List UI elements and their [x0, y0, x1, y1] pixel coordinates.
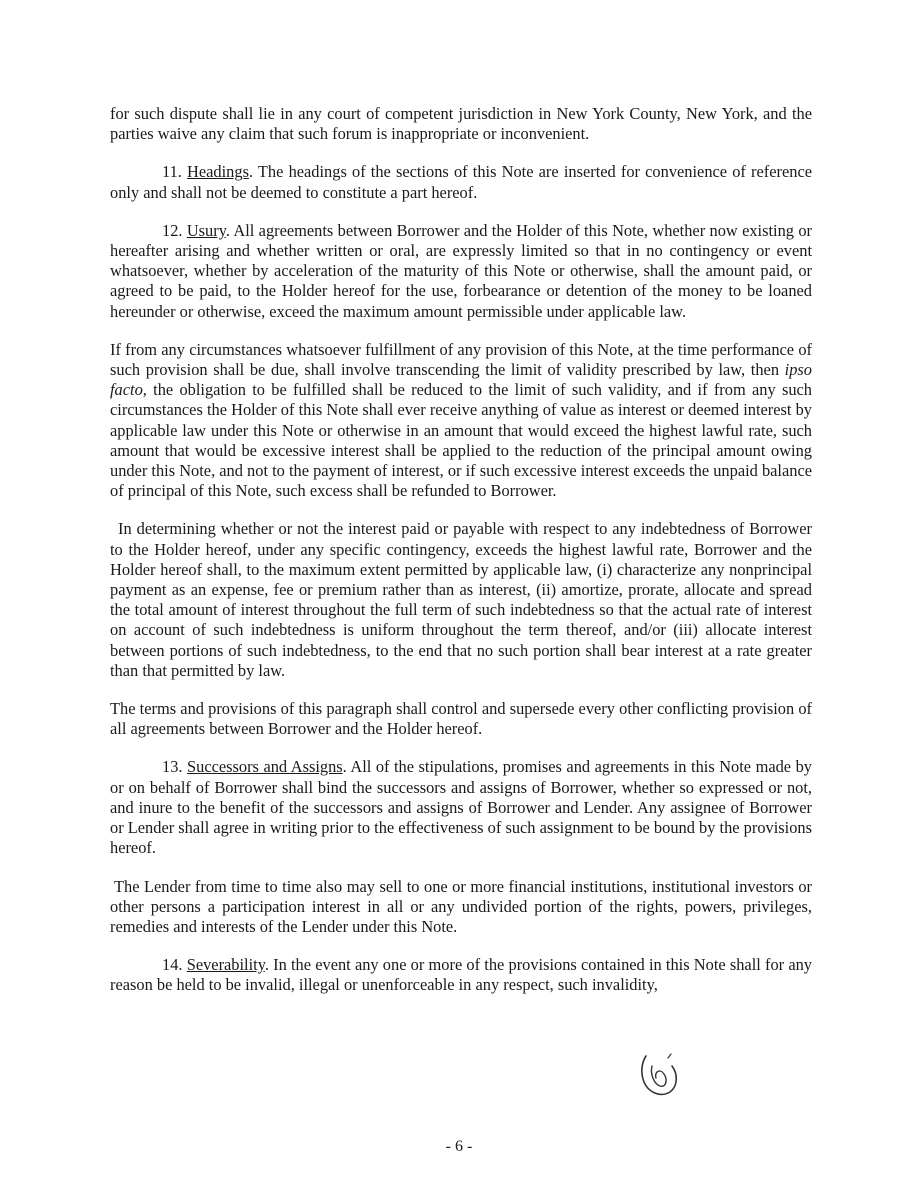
section-heading: Successors and Assigns: [187, 757, 343, 777]
paragraph-terms: The terms and provisions of this paragraph shall control and supersede every other conflicting provision of all agreements between Borrower and the Holder hereof.: [110, 699, 812, 739]
handwritten-initials: [638, 1052, 682, 1102]
paragraph-intro: for such dispute shall lie in any court of competent jurisdiction in New York County, New York, and the parties waive any claim that such forum is inappropriate or inconvenient.: [110, 104, 812, 144]
section-text: . All of the stipulations, promises and agreements in this Note made by or on behalf of Borrower shall bind the successors and assigns of Borrower, whether so expressed or not, and inure to the benefit of the successors and assigns of Borrower and Lender. Any assignee of Borrower or Lender shall agree in writing prior to the effectiveness of such assignment to be bound by the provisions hereof.: [110, 757, 812, 858]
section-12-usury: [110, 221, 812, 322]
section-number: 14.: [162, 955, 187, 975]
document-body: [110, 104, 812, 1014]
section-text: . In the event any one or more of the provisions contained in this Note shall for any reason be held to be invalid, illegal or unenforceable in any respect, such invalidity,: [110, 955, 812, 995]
italic-term: ipso facto,: [110, 360, 812, 400]
paragraph-text-part1: If from any circumstances whatsoever fulfillment of any provision of this Note, at the time performance of such provision shall be due, shall involve transcending the limit of validity prescribed by law, then: [110, 339, 812, 380]
section-number: 12.: [162, 220, 187, 240]
section-heading: Headings: [187, 162, 249, 182]
section-heading: Severability: [186, 955, 265, 975]
section-text: . The headings of the sections of this Note are inserted for convenience of reference only and shall not be deemed to constitute a part hereof.: [110, 162, 812, 202]
section-13-successors: [110, 757, 812, 858]
section-number: 11.: [162, 162, 188, 182]
section-number: 13.: [162, 757, 188, 777]
section-text: . All agreements between Borrower and the Holder of this Note, whether now existing or hereafter arising and whether written or oral, are expressly limited so that in no contingency or event whatsoever, whether by acceleration of the maturity of this Note or otherwise, shall the amount paid, or agreed to be paid, to the Holder hereof for the use, forbearance or detention of the money to be loaned hereunder or otherwise, exceed the maximum amount permissible under applicable law.: [110, 220, 812, 321]
page-number: - 6 -: [445, 1138, 473, 1155]
paragraph-circumstances: [110, 340, 812, 502]
section-14-severability: [110, 955, 812, 995]
paragraph-lender: The Lender from time to time also may sell to one or more financial institutions, institutional investors or other persons a participation interest in all or any undivided portion of the rights, powers, privileges, remedies and interests of the Lender under this Note.: [110, 876, 812, 936]
section-11-headings: [110, 162, 812, 202]
paragraph-determining: In determining whether or not the interest paid or payable with respect to any indebtedness of Borrower to the Holder hereof, under any specific contingency, exceeds the highest lawful rate, Borrower and the Holder hereof shall, to the maximum extent permitted by applicable law, (i) characterize any nonprincipal payment as an expense, fee or premium rather than as interest, (ii) amortize, prorate, allocate and spread the total amount of interest throughout the full term of such indebtedness so that the actual rate of interest on account of such indebtedness is uniform throughout the term thereof, and/or (iii) allocate interest between portions of such indebtedness, to the end that no such portion shall bear interest at a rate greater than that permitted by law.: [110, 519, 812, 680]
section-heading: Usury: [186, 220, 226, 240]
paragraph-text-part2: the obligation to be fulfilled shall be reduced to the limit of such validity, and if from any such circumstances the Holder of this Note shall ever receive anything of value as interest or deemed interest by applicable law under this Note or otherwise in an amount that would exceed the highest lawful rate, such amount that would be excessive interest shall be applied to the reduction of the principal amount owing under this Note, and not to the payment of interest, or if such excessive interest exceeds the unpaid balance of principal of this Note, such excess shall be refunded to Borrower.: [110, 380, 812, 501]
